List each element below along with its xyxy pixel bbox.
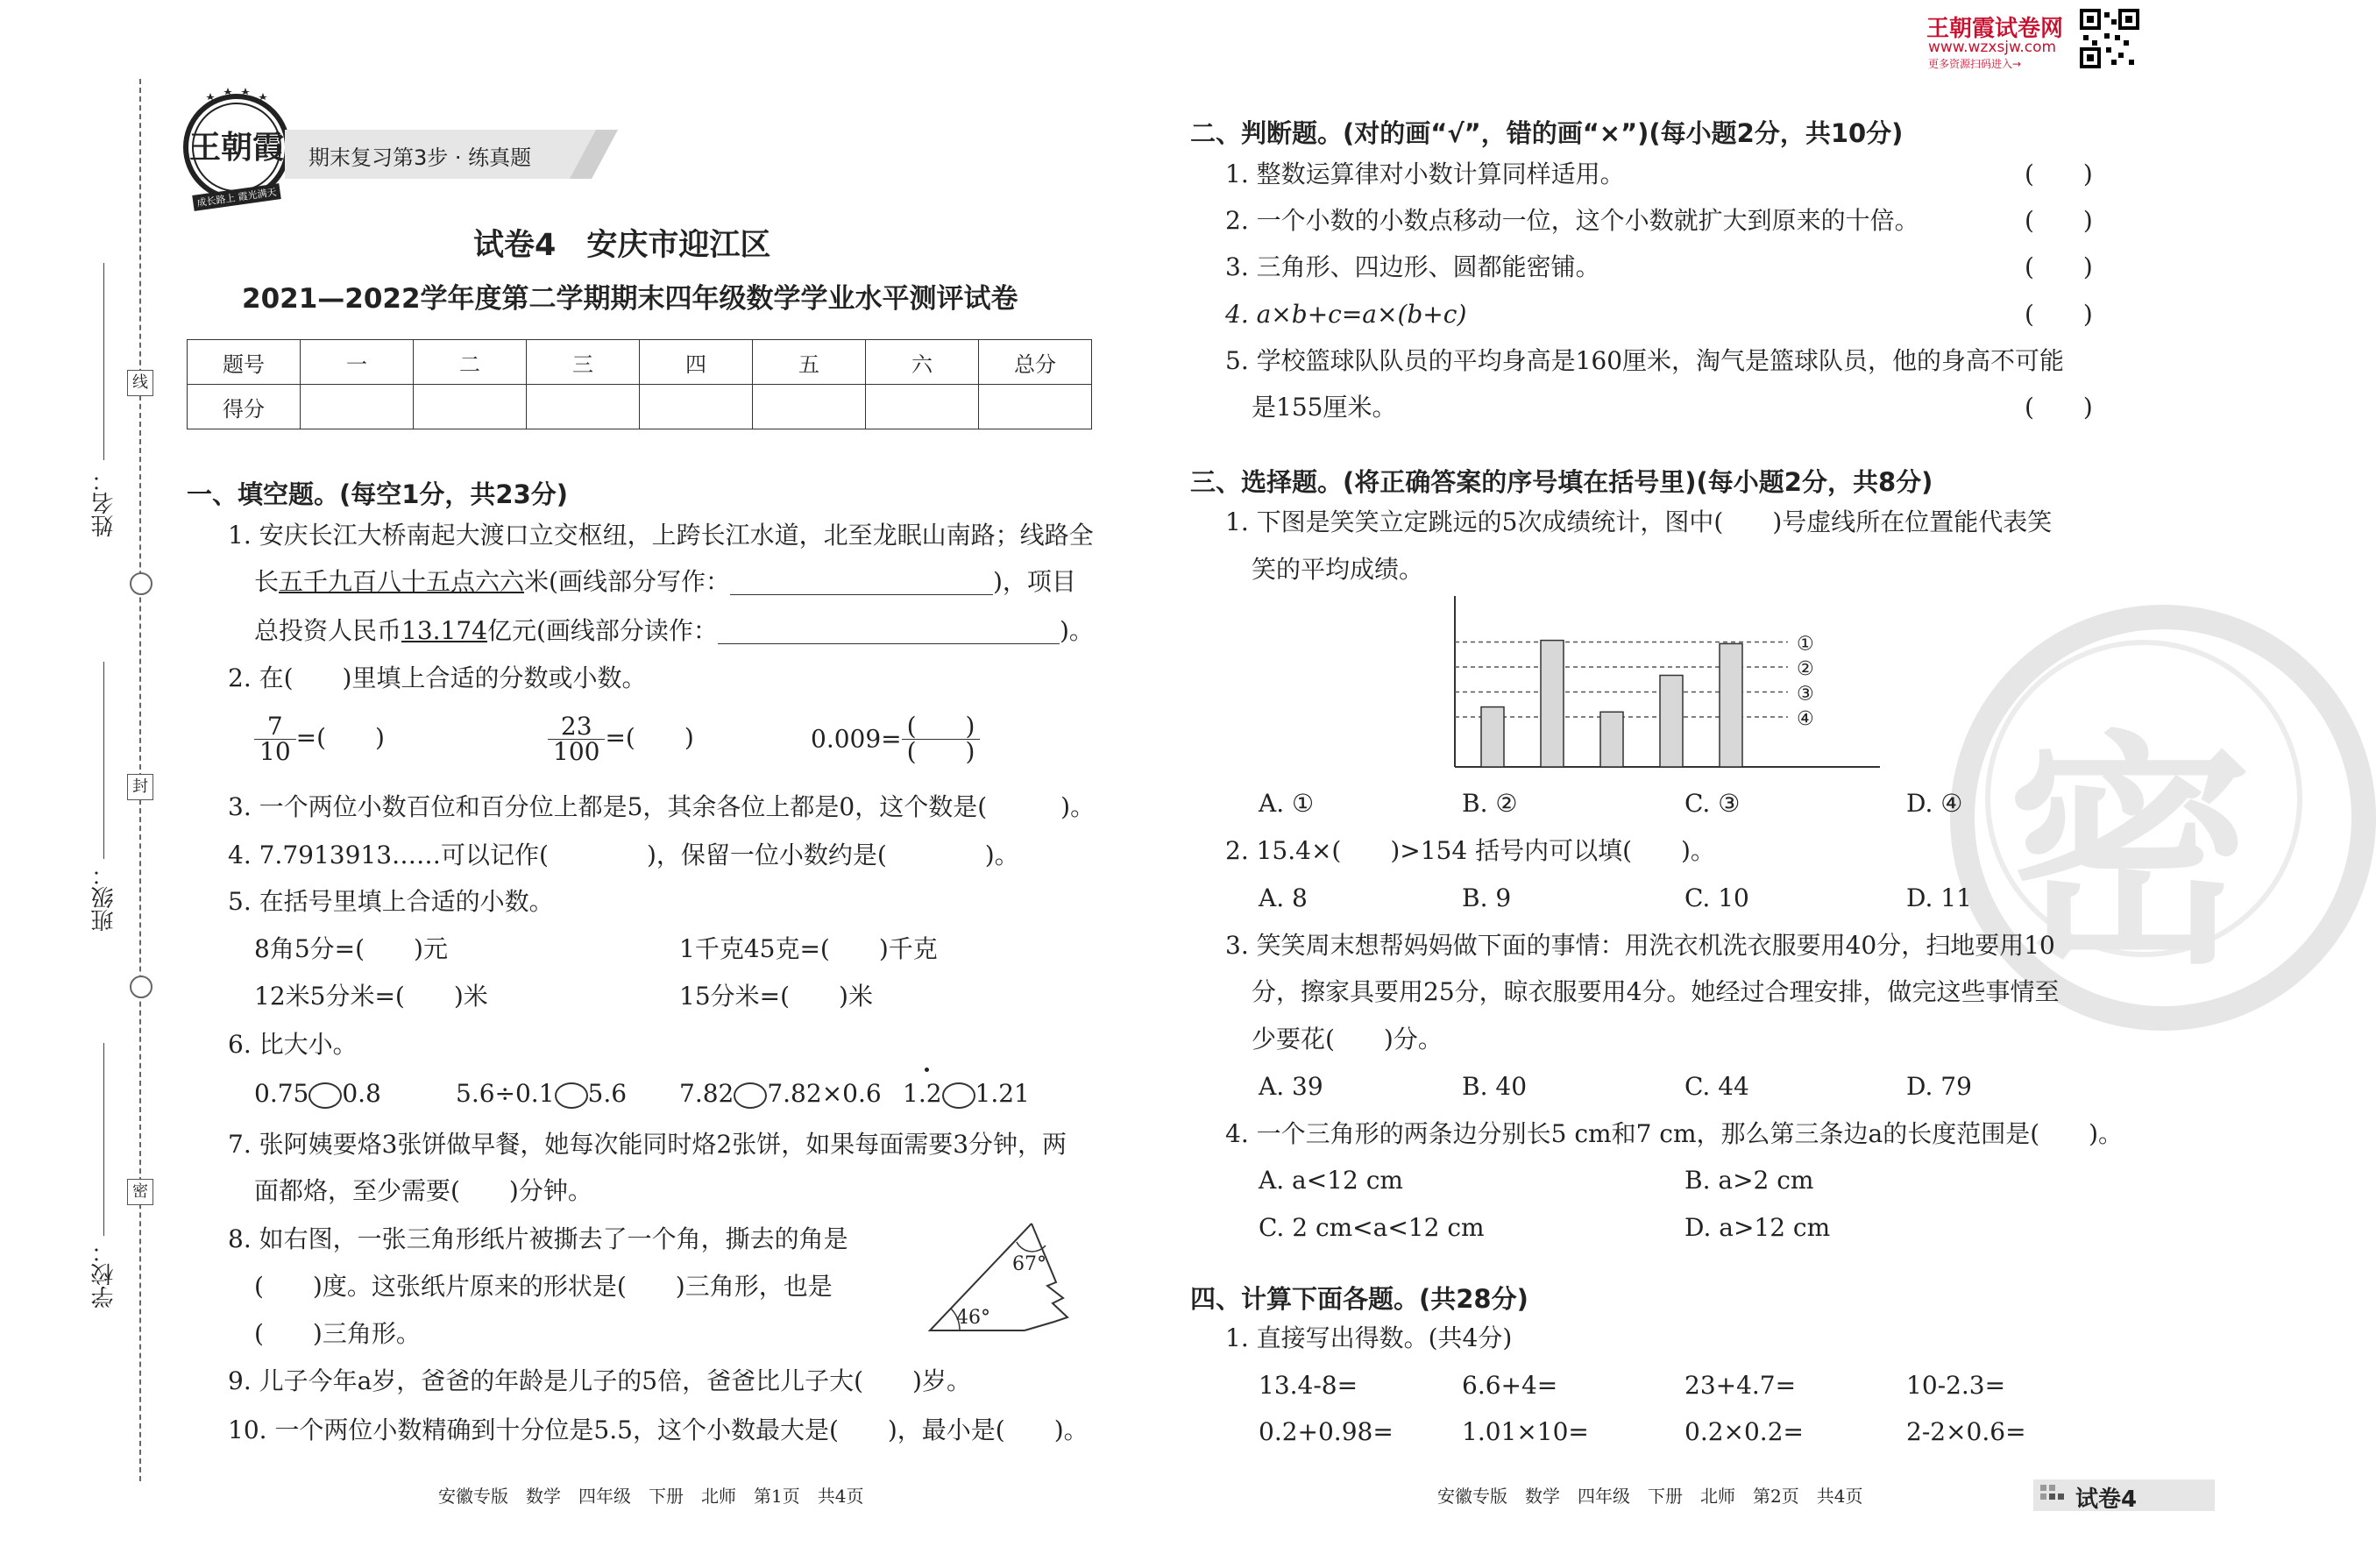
score-header-cell: 题号 — [188, 340, 301, 385]
judge-answer-5[interactable]: ( ) — [2025, 393, 2093, 422]
choice-q3-option-b[interactable]: B. 40 — [1462, 1072, 1528, 1101]
binding-hole — [130, 572, 152, 595]
section4-heading: 四、计算下面各题。(共28分) — [1190, 1284, 1528, 1314]
q7-line2: 面都烙，至少需要( )分钟。 — [254, 1176, 592, 1205]
frac-numerator: 7 — [254, 714, 296, 740]
score-header-cell: 五 — [753, 340, 866, 385]
choice-q4-option-a[interactable]: A. a<12 cm — [1259, 1166, 1403, 1195]
frac-equals: =( ) — [295, 723, 385, 752]
choice-q3-option-c[interactable]: C. 44 — [1684, 1072, 1749, 1101]
choice-q3-line3: 少要花( )分。 — [1252, 1025, 1443, 1054]
choice-q2-option-b[interactable]: B. 9 — [1462, 883, 1512, 912]
binding-mark-secret: 密 — [127, 1179, 153, 1205]
paper-title: 试卷4 安庆市迎江区 — [473, 228, 771, 263]
compare-circle[interactable] — [309, 1082, 342, 1109]
q1-text: 米(画线部分写作： — [524, 567, 730, 596]
q6-compare-b: 5.6÷0.1 5.6 — [456, 1079, 628, 1108]
binding-mark-seal: 封 — [127, 774, 153, 800]
calc-item: 10-2.3= — [1906, 1371, 2006, 1400]
q8-line3: ( )三角形。 — [254, 1319, 421, 1348]
q6-compare-a: 0.75 0.8 — [254, 1079, 381, 1108]
frac-denominator-blank: ( ) — [906, 737, 975, 766]
judge-answer-4[interactable]: ( ) — [2025, 300, 2093, 329]
watermark-seal-char: 密 — [2007, 712, 2252, 997]
q5-item-b: 1千克45克=( )千克 — [679, 934, 938, 963]
brand-scan-text: 更多资源扫码进入→ — [1928, 58, 2022, 70]
choice-q1-option-a[interactable]: A. ① — [1259, 789, 1315, 818]
q1-underlined-number: 五千九百八十五点六六 — [279, 567, 525, 596]
q1-text: 总投资人民币 — [254, 616, 402, 645]
choice-q2-text: 2. 15.4×( )>154 括号内可以填( )。 — [1225, 836, 1715, 865]
q2-fraction-3 — [811, 714, 980, 764]
q1-text: )，项目 — [992, 567, 1076, 596]
choice-q1-option-c[interactable]: C. ③ — [1684, 789, 1741, 818]
calc-item: 2-2×0.6= — [1906, 1417, 2026, 1446]
repeating-decimal: 1.2 — [903, 1079, 942, 1108]
chart-bar — [1660, 676, 1683, 768]
q8-line2: ( )度。这张纸片原来的形状是( )三角形，也是 — [254, 1272, 833, 1301]
judge-item-1: 1. 整数运算律对小数计算同样适用。 — [1225, 160, 1625, 188]
section3-heading: 三、选择题。(将正确答案的序号填在括号里)(每小题2分，共8分) — [1190, 467, 1933, 497]
q1-text: 亿元(画线部分读作： — [487, 616, 718, 645]
compare-circle[interactable] — [734, 1082, 767, 1109]
score-table — [187, 339, 1092, 429]
q1-text: )。 — [1059, 616, 1094, 645]
q1-line1: 1. 安庆长江大桥南起大渡口立交枢纽，上跨长江水道，北至龙眠山南路；线路全 — [228, 521, 1094, 550]
torn-triangle-figure — [925, 1221, 1082, 1339]
q6-compare-d: 1.2 1.21 — [903, 1079, 1030, 1108]
angle-label-67: 67° — [1012, 1253, 1046, 1275]
chart-reference-label: ③ — [1797, 683, 1814, 706]
q6-compare-c: 7.82 7.82×0.6 — [679, 1079, 882, 1108]
score-header-cell: 一 — [301, 340, 414, 385]
judge-item-4: 4. a×b+c=a×(b+c) — [1225, 300, 1467, 329]
q10-text: 10. 一个两位小数精确到十分位是5.5，这个小数最大是( )，最小是( )。 — [228, 1415, 1089, 1444]
q2-fraction-1 — [254, 714, 385, 764]
calc-item: 1.01×10= — [1462, 1417, 1589, 1446]
judge-answer-3[interactable]: ( ) — [2025, 252, 2093, 281]
brand-name: 王朝霞试卷网 — [1926, 16, 2064, 42]
q8-line1: 8. 如右图，一张三角形纸片被撕去了一个角，撕去的角是 — [228, 1224, 848, 1253]
frac-equals: =( ) — [605, 723, 694, 752]
compare-circle[interactable] — [555, 1082, 588, 1109]
calc-item: 0.2+0.98= — [1259, 1417, 1394, 1446]
choice-q3-option-d[interactable]: D. 79 — [1906, 1072, 1972, 1101]
q5-item-c: 12米5分米=( )米 — [254, 982, 488, 1011]
score-cell[interactable] — [414, 385, 527, 429]
q5-text: 5. 在括号里填上合适的小数。 — [228, 887, 554, 916]
logo-text: 王朝霞 — [188, 129, 285, 166]
calc-item: 6.6+4= — [1462, 1371, 1558, 1400]
chart-reference-label: ② — [1797, 658, 1814, 680]
chart-bar — [1600, 712, 1623, 767]
choice-q2-option-a[interactable]: A. 8 — [1259, 883, 1308, 912]
choice-q4-option-b[interactable]: B. a>2 cm — [1684, 1166, 1814, 1195]
calc-item: 23+4.7= — [1684, 1371, 1797, 1400]
score-header-cell: 三 — [527, 340, 640, 385]
q1-text: 长 — [254, 567, 280, 596]
compare-circle[interactable] — [942, 1082, 975, 1109]
judge-answer-2[interactable]: ( ) — [2025, 206, 2093, 235]
chart-bar — [1541, 641, 1564, 767]
binding-mark-line: 线 — [127, 370, 153, 396]
score-header-cell: 四 — [640, 340, 753, 385]
calc-item: 13.4-8= — [1259, 1371, 1358, 1400]
chart-reference-label: ① — [1797, 633, 1814, 656]
school-field[interactable] — [103, 1043, 104, 1236]
choice-q1-option-d[interactable]: D. ④ — [1906, 789, 1963, 818]
judge-item-2: 2. 一个小数的小数点移动一位，这个小数就扩大到原来的十倍。 — [1225, 206, 1919, 235]
step-banner-text: 期末复习第3步 · 练真题 — [309, 145, 532, 170]
repeating-dot — [925, 1068, 929, 1072]
binding-hole — [130, 976, 152, 998]
footer-left: 安徽专版 数学 四年级 下册 北师 第1页 共4页 — [438, 1486, 864, 1507]
score-header-cell: 六 — [866, 340, 979, 385]
q1-underlined-amount: 13.174 — [401, 616, 487, 645]
score-header-cell: 二 — [414, 340, 527, 385]
choice-q1-line1: 1. 下图是笑笑立定跳远的5次成绩统计，图中( )号虚线所在位置能代表笑 — [1225, 507, 2053, 536]
score-header-cell: 总分 — [979, 340, 1092, 385]
q3-text: 3. 一个两位小数百位和百分位上都是5，其余各位上都是0，这个数是( )。 — [228, 792, 1096, 821]
judge-item-3: 3. 三角形、四边形、圆都能密铺。 — [1225, 252, 1600, 281]
chart-bar — [1720, 643, 1742, 767]
calc-item: 0.2×0.2= — [1684, 1417, 1804, 1446]
choice-q4-option-d[interactable]: D. a>12 cm — [1684, 1213, 1831, 1242]
logo-motto: 成长路上 霞光满天 — [195, 186, 278, 209]
score-cell[interactable] — [866, 385, 979, 429]
q6-text: 6. 比大小。 — [228, 1030, 358, 1059]
paper-subtitle: 2021—2022学年度第二学期期末四年级数学学业水平测评试卷 — [242, 283, 1018, 315]
choice-q3-line1: 3. 笑笑周末想帮妈妈做下面的事情：用洗衣机洗衣服要用40分，扫地要用10 — [1225, 931, 2055, 960]
choice-q4-text: 4. 一个三角形的两条边分别长5 cm和7 cm，那么第三条边a的长度范围是( )。 — [1225, 1119, 2124, 1148]
q1-line2 — [254, 567, 1076, 596]
footer-dots-icon — [2040, 1485, 2067, 1506]
choice-q3-option-a[interactable]: A. 39 — [1259, 1072, 1323, 1101]
score-cell[interactable] — [527, 385, 640, 429]
choice-q1-line2: 笑的平均成绩。 — [1252, 555, 1424, 584]
chart-reference-label: ④ — [1797, 708, 1814, 730]
score-cell[interactable] — [301, 385, 414, 429]
chart-bar — [1481, 707, 1504, 767]
frac-numerator: 23 — [548, 714, 605, 740]
score-table-score-row — [188, 385, 1092, 429]
q1-line3 — [254, 616, 1094, 645]
brand-url[interactable]: www.wzxsjw.com — [1928, 39, 2057, 56]
school-label: 学校： — [91, 1240, 117, 1309]
choice-q1-option-b[interactable]: B. ② — [1462, 789, 1518, 818]
choice-q2-option-d[interactable]: D. 11 — [1906, 883, 1972, 912]
score-cell[interactable] — [640, 385, 753, 429]
calc-q1-text: 1. 直接写出得数。(共4分) — [1225, 1323, 1513, 1352]
frac-left: 0.009= — [811, 724, 902, 754]
q1-answer-blank-2[interactable] — [718, 619, 1060, 644]
section2-heading: 二、判断题。(对的画“√”，错的画“×”)(每小题2分，共10分) — [1190, 118, 1904, 148]
frac-denominator: 100 — [553, 737, 600, 766]
score-cell[interactable] — [753, 385, 866, 429]
q2-fraction-2 — [548, 714, 694, 764]
q5-item-a: 8角5分=( )元 — [254, 934, 448, 963]
choice-q3-line2: 分，擦家具要用25分，晾衣服要用4分。她经过合理安排，做完这些事情至 — [1252, 977, 2060, 1006]
judge-item-5-line2: 是155厘米。 — [1252, 393, 1397, 422]
angle-label-46: 46° — [956, 1307, 990, 1329]
name-label: 姓名： — [91, 469, 117, 537]
q2-text: 2. 在( )里填上合适的分数或小数。 — [228, 663, 647, 692]
judge-answer-1[interactable]: ( ) — [2025, 160, 2093, 188]
class-label: 班级： — [91, 863, 117, 932]
score-table-header-row — [188, 340, 1092, 385]
q1-answer-blank-1[interactable] — [730, 570, 993, 595]
jump-bar-chart — [1437, 596, 1893, 776]
q9-text: 9. 儿子今年a岁，爸爸的年龄是儿子的5倍，爸爸比儿子大( )岁。 — [228, 1366, 971, 1395]
choice-q4-option-c[interactable]: C. 2 cm<a<12 cm — [1259, 1213, 1485, 1242]
score-row-label: 得分 — [188, 385, 301, 429]
footer-right: 安徽专版 数学 四年级 下册 北师 第2页 共4页 — [1437, 1486, 1863, 1507]
section1-heading: 一、填空题。(每空1分，共23分) — [187, 479, 569, 509]
frac-denominator: 10 — [259, 737, 291, 766]
footer-paper-tag: 试卷4 — [2075, 1486, 2138, 1513]
choice-q2-option-c[interactable]: C. 10 — [1684, 883, 1749, 912]
qr-code[interactable] — [2080, 9, 2139, 68]
judge-item-5: 5. 学校篮球队队员的平均身高是160厘米，淘气是篮球队员，他的身高不可能 — [1225, 346, 2065, 375]
class-field[interactable] — [103, 662, 104, 859]
frac-numerator-blank: ( ) — [902, 714, 981, 740]
q7-line1: 7. 张阿姨要烙3张饼做早餐，她每次能同时烙2张饼，如果每面需要3分钟，两 — [228, 1130, 1067, 1159]
name-field[interactable] — [103, 263, 104, 460]
q5-item-d: 15分米=( )米 — [679, 982, 873, 1011]
score-cell[interactable] — [979, 385, 1092, 429]
q4-text: 4. 7.7913913……可以记作( )，保留一位小数约是( )。 — [228, 841, 1019, 869]
